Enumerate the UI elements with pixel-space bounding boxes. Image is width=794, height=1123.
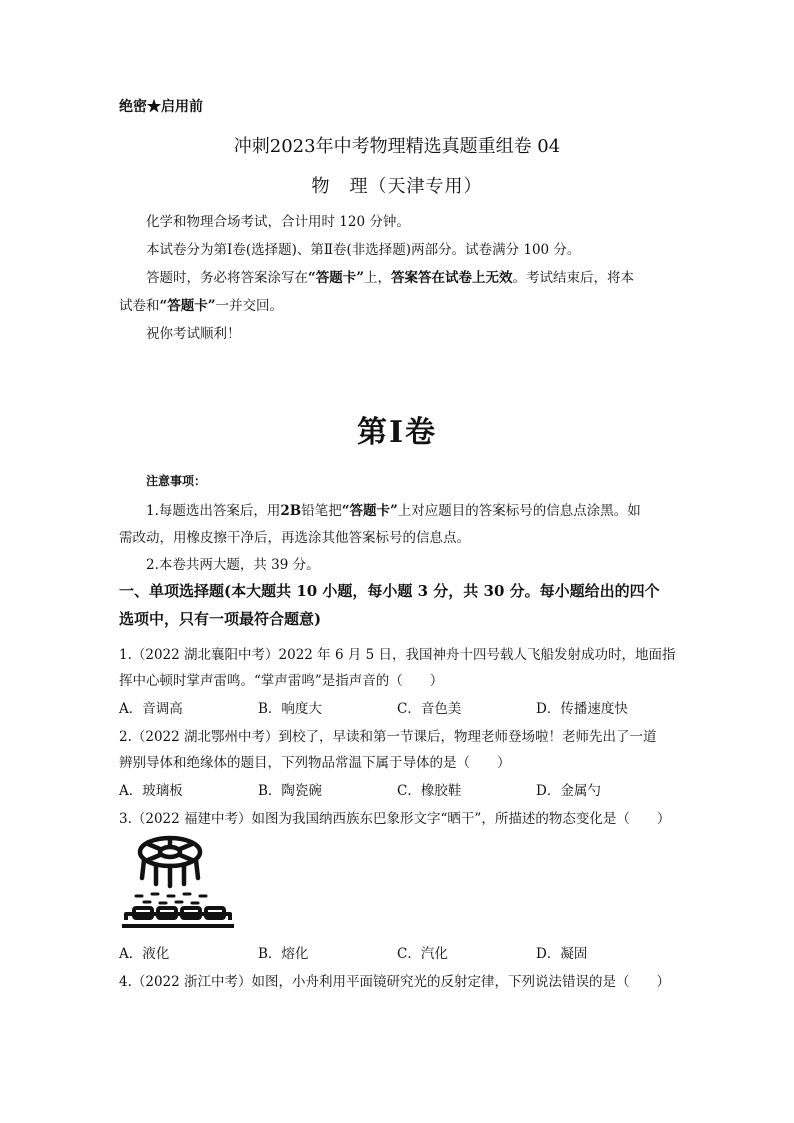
volume-title: 第Ⅰ卷 xyxy=(356,415,438,450)
question-1-line-2: 挥中心顿时掌声雷鸣。“掌声雷鸣”是指声音的（ ） xyxy=(119,673,444,689)
notice-title: 注意事项： xyxy=(146,474,207,488)
question-1-line-1: 1.（2022 湖北襄阳中考）2022 年 6 月 5 日，我国神舟十四号载人飞船发射成功时，地面指 xyxy=(119,647,676,663)
question-1-option-a: A．音调高 xyxy=(119,701,183,717)
notice-item-2: 2.本卷共两大题，共 39 分。 xyxy=(146,557,320,573)
question-3-line-1: 3.（2022 福建中考）如图为我国纳西族东巴象形文字“晒干”，所描述的物态变化是（ ） xyxy=(119,811,671,827)
question-2-option-a: A．玻璃板 xyxy=(119,783,183,799)
section-1-heading-line-1: 一、单项选择题(本大题共 10 小题，每小题 3 分，共 30 分。每小题给出的四个 xyxy=(119,582,660,600)
question-2-option-b: B．陶瓷碗 xyxy=(258,783,322,799)
notice-item-1-line-2: 需改动，用橡皮擦干净后，再选涂其他答案标号的信息点。 xyxy=(119,530,470,546)
notice-item-1-part-b: 2B xyxy=(280,503,302,519)
question-3-option-b: B．熔化 xyxy=(258,946,309,962)
notice-item-1-part-c: 铅笔把 xyxy=(301,503,342,519)
intro-line-4-part-c: 一并交回。 xyxy=(215,298,284,314)
notice-item-1-part-e: 上对应题目的答案标号的信息点涂黑。如 xyxy=(397,503,641,519)
intro-line-1: 化学和物理合场考试，合计用时 120 分钟。 xyxy=(146,214,410,230)
intro-line-3-part-e: 。考试结束后，将本 xyxy=(512,270,635,286)
question-1-option-b: B．响度大 xyxy=(258,701,322,717)
heat-dashes-icon xyxy=(136,894,206,903)
question-1-option-c: C．音色美 xyxy=(397,701,462,717)
intro-line-4-part-b: “答题卡” xyxy=(159,298,216,314)
question-3-option-a: A．液化 xyxy=(119,946,170,962)
section-1-heading-line-2: 选项中，只有一项最符合题意) xyxy=(119,610,322,628)
intro-line-3-part-c: 上， xyxy=(364,270,392,286)
intro-line-3-part-a: 答题时，务必将答案涂写在 xyxy=(146,270,308,286)
intro-line-2: 本试卷分为第Ⅰ卷(选择题)、第Ⅱ卷(非选择题)两部分。试卷满分 100 分。 xyxy=(146,242,581,258)
drying-objects-icon xyxy=(122,908,234,926)
question-3-option-c: C．汽化 xyxy=(397,946,448,962)
question-2-line-1: 2.（2022 湖北鄂州中考）到校了，早读和第一节课后，物理老师登场啦！老师先出了一道 xyxy=(119,729,657,745)
dongba-pictograph-drying-image xyxy=(118,830,240,934)
sun-icon xyxy=(140,838,200,886)
notice-item-1 xyxy=(146,499,641,519)
question-2-line-2: 辨别导体和绝缘体的题目，下列物品常温下属于导体的是（ ） xyxy=(119,755,511,771)
exam-title: 冲刺2023年中考物理精选真题重组卷 04 xyxy=(233,136,561,157)
intro-line-4 xyxy=(119,294,283,314)
question-2-option-c: C．橡胶鞋 xyxy=(397,783,462,799)
intro-line-3 xyxy=(146,266,634,286)
exam-subtitle: 物 理（天津专用） xyxy=(311,176,483,197)
intro-line-4-part-a: 试卷和 xyxy=(119,298,160,314)
notice-item-1-part-a: 1.每题选出答案后，用 xyxy=(146,503,281,519)
intro-line-3-part-d: 答案答在试卷上无效 xyxy=(391,270,513,286)
question-4-line-1: 4.（2022 浙江中考）如图，小舟利用平面镜研究光的反射定律，下列说法错误的是（ ） xyxy=(119,974,671,990)
intro-line-3-part-b: “答题卡” xyxy=(308,270,365,286)
question-1-option-d: D．传播速度快 xyxy=(536,701,628,717)
question-3-option-d: D．凝固 xyxy=(536,946,588,962)
confidential-label: 绝密★启用前 xyxy=(119,99,203,115)
notice-item-1-part-d: “答题卡” xyxy=(341,503,398,519)
intro-line-5: 祝你考试顺利！ xyxy=(146,326,241,342)
question-2-option-d: D．金属勺 xyxy=(536,783,601,799)
